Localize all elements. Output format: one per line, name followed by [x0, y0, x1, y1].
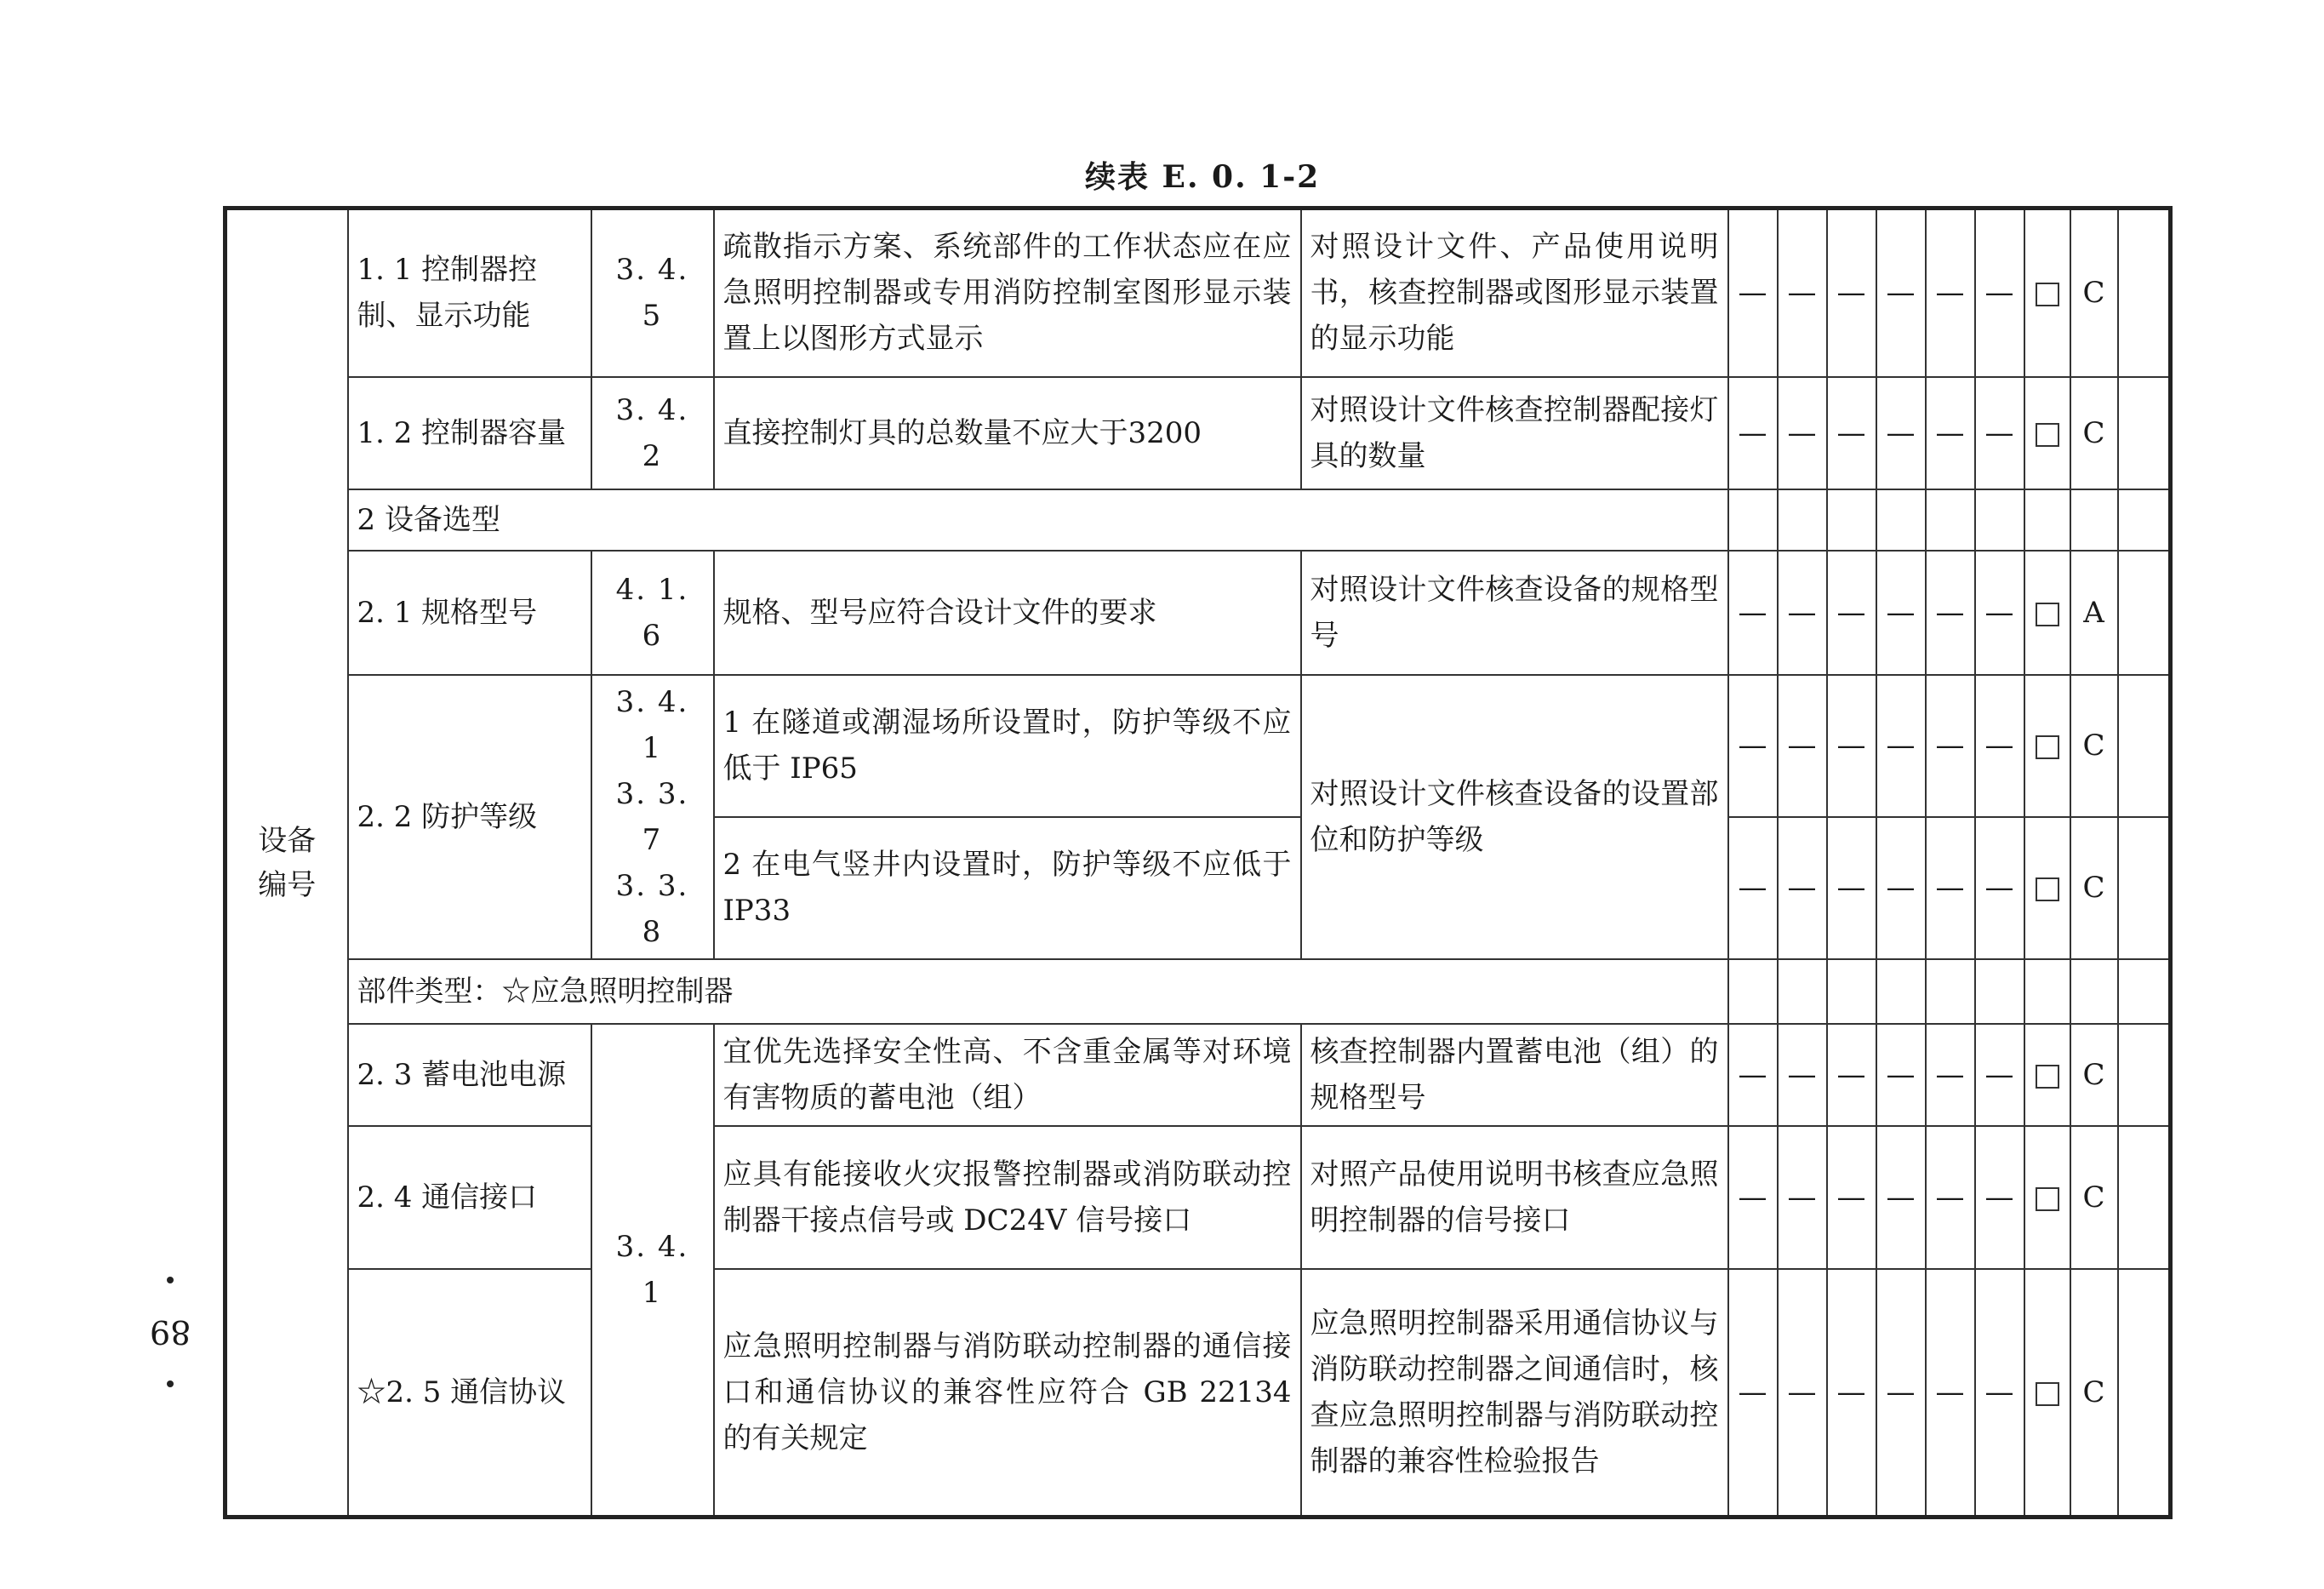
blank-mark: — [1926, 675, 1975, 817]
checkbox-cell[interactable] [2024, 377, 2070, 489]
level-cell: C [2070, 675, 2118, 817]
empty-cell [2070, 959, 2118, 1024]
empty-cell [1728, 489, 1778, 551]
method-cell: 核查控制器内置蓄电池（组）的规格型号 [1301, 1024, 1728, 1126]
empty-cell [1728, 959, 1778, 1024]
blank-mark: — [1728, 377, 1778, 489]
blank-mark: — [1728, 209, 1778, 377]
blank-mark: — [1975, 377, 2024, 489]
clause-cell: 3. 4. 1 [591, 1024, 714, 1518]
table-row [226, 1269, 2171, 1518]
level-cell: A [2070, 551, 2118, 675]
blank-mark: — [1778, 551, 1827, 675]
checkbox[interactable] [2036, 603, 2059, 626]
blank-mark: — [1827, 551, 1876, 675]
item-cell: 2. 3 蓄电池电源 [348, 1024, 591, 1126]
table-row [226, 1024, 2171, 1126]
blank-mark: — [1778, 1126, 1827, 1269]
blank-mark: — [1778, 675, 1827, 817]
clause-cell: 3. 4. 1 3. 3. 7 3. 3. 8 [591, 675, 714, 959]
blank-mark: — [1975, 675, 2024, 817]
empty-cell [2118, 1126, 2171, 1269]
empty-cell [1827, 959, 1876, 1024]
checkbox[interactable] [2036, 735, 2059, 759]
empty-cell [1926, 489, 1975, 551]
empty-cell [1876, 489, 1926, 551]
blank-mark: — [1926, 817, 1975, 959]
item-cell: 1. 2 控制器容量 [348, 377, 591, 489]
method-cell: 对照设计文件、产品使用说明书，核查控制器或图形显示装置的显示功能 [1301, 209, 1728, 377]
empty-cell [2118, 377, 2171, 489]
checkbox[interactable] [2036, 423, 2059, 447]
blank-mark: — [1876, 551, 1926, 675]
table-row [226, 377, 2171, 489]
blank-mark: — [1728, 1269, 1778, 1518]
requirement-cell: 疏散指示方案、系统部件的工作状态应在应急照明控制器或专用消防控制室图形显示装置上以图形方式显示 [714, 209, 1301, 377]
item-cell: 2. 2 防护等级 [348, 675, 591, 959]
blank-mark: — [1876, 817, 1926, 959]
blank-mark: — [1827, 1269, 1876, 1518]
empty-cell [2118, 489, 2171, 551]
checkbox-cell[interactable] [2024, 817, 2070, 959]
bullet-dot [167, 1277, 174, 1283]
blank-mark: — [1975, 1024, 2024, 1126]
empty-cell [1827, 489, 1876, 551]
table-caption: 续表 E. 0. 1-2 [1085, 159, 1321, 195]
bullet-dot [167, 1380, 174, 1387]
blank-mark: — [1926, 551, 1975, 675]
requirement-cell: 1 在隧道或潮湿场所设置时，防护等级不应低于 IP65 [714, 675, 1301, 817]
blank-mark: — [1728, 675, 1778, 817]
method-cell: 对照产品使用说明书核查应急照明控制器的信号接口 [1301, 1126, 1728, 1269]
level-cell: C [2070, 1024, 2118, 1126]
level-cell: C [2070, 817, 2118, 959]
checkbox-cell[interactable] [2024, 551, 2070, 675]
clause-cell: 3. 4. 2 [591, 377, 714, 489]
checkbox-cell[interactable] [2024, 1269, 2070, 1518]
method-cell: 对照设计文件核查设备的设置部位和防护等级 [1301, 675, 1728, 959]
level-cell: C [2070, 1126, 2118, 1269]
empty-cell [2070, 489, 2118, 551]
table-row [226, 209, 2171, 377]
checkbox-cell[interactable] [2024, 209, 2070, 377]
blank-mark: — [1827, 817, 1876, 959]
blank-mark: — [1778, 377, 1827, 489]
section-header: 部件类型：☆应急照明控制器 [348, 959, 1728, 1024]
checkbox[interactable] [2036, 1382, 2059, 1406]
blank-mark: — [1975, 551, 2024, 675]
blank-mark: — [1975, 209, 2024, 377]
level-cell: C [2070, 209, 2118, 377]
table-row [226, 675, 2171, 817]
blank-mark: — [1876, 1024, 1926, 1126]
blank-mark: — [1975, 1126, 2024, 1269]
blank-mark: — [1827, 377, 1876, 489]
empty-cell [2118, 209, 2171, 377]
table-row [226, 489, 2171, 551]
empty-cell [2118, 551, 2171, 675]
blank-mark: — [1975, 1269, 2024, 1518]
method-cell: 应急照明控制器采用通信协议与消防联动控制器之间通信时，核查应急照明控制器与消防联动控制器的兼容性检验报告 [1301, 1269, 1728, 1518]
requirement-cell: 应急照明控制器与消防联动控制器的通信接口和通信协议的兼容性应符合 GB 22134 的有关规定 [714, 1269, 1301, 1518]
blank-mark: — [1876, 377, 1926, 489]
requirement-cell: 2 在电气竖井内设置时，防护等级不应低于 IP33 [714, 817, 1301, 959]
blank-mark: — [1778, 1024, 1827, 1126]
blank-mark: — [1926, 1024, 1975, 1126]
level-cell: C [2070, 377, 2118, 489]
blank-mark: — [1728, 1126, 1778, 1269]
checkbox[interactable] [2036, 283, 2059, 306]
blank-mark: — [1728, 1024, 1778, 1126]
checkbox[interactable] [2036, 877, 2059, 901]
table-row [226, 959, 2171, 1024]
blank-mark: — [1827, 1126, 1876, 1269]
page-number-text: 89 [149, 1313, 191, 1351]
empty-cell [1926, 959, 1975, 1024]
checkbox[interactable] [2036, 1065, 2059, 1089]
blank-mark: — [1728, 551, 1778, 675]
empty-cell [1876, 959, 1926, 1024]
level-cell: C [2070, 1269, 2118, 1518]
empty-cell [2118, 1269, 2171, 1518]
blank-mark: — [1926, 209, 1975, 377]
requirement-cell: 宜优先选择安全性高、不含重金属等对环境有害物质的蓄电池（组） [714, 1024, 1301, 1126]
page-number [145, 1277, 196, 1387]
blank-mark: — [1876, 675, 1926, 817]
table-row [226, 1126, 2171, 1269]
blank-mark: — [1728, 817, 1778, 959]
blank-mark: — [1876, 209, 1926, 377]
clause-cell: 3. 4. 5 [591, 209, 714, 377]
empty-cell [2118, 1024, 2171, 1126]
blank-mark: — [1827, 675, 1876, 817]
blank-mark: — [1778, 1269, 1827, 1518]
empty-cell [1778, 489, 1827, 551]
blank-mark: — [1876, 1269, 1926, 1518]
table-row [226, 551, 2171, 675]
requirement-cell: 应具有能接收火灾报警控制器或消防联动控制器干接点信号或 DC24V 信号接口 [714, 1126, 1301, 1269]
blank-mark: — [1778, 817, 1827, 959]
blank-mark: — [1827, 209, 1876, 377]
empty-cell [2118, 675, 2171, 817]
blank-mark: — [1975, 817, 2024, 959]
method-cell: 对照设计文件核查控制器配接灯具的数量 [1301, 377, 1728, 489]
blank-mark: — [1926, 1269, 1975, 1518]
requirement-cell: 规格、型号应符合设计文件的要求 [714, 551, 1301, 675]
empty-cell [2024, 489, 2070, 551]
requirement-cell: 直接控制灯具的总数量不应大于3200 [714, 377, 1301, 489]
empty-cell [2024, 959, 2070, 1024]
checkbox-cell[interactable] [2024, 675, 2070, 817]
clause-cell: 4. 1. 6 [591, 551, 714, 675]
empty-cell [2118, 817, 2171, 959]
section-header: 2 设备选型 [348, 489, 1728, 551]
blank-mark: — [1926, 1126, 1975, 1269]
blank-mark: — [1827, 1024, 1876, 1126]
empty-cell [1975, 489, 2024, 551]
blank-mark: — [1876, 1126, 1926, 1269]
checkbox-cell[interactable] [2024, 1024, 2070, 1126]
item-cell: ☆2. 5 通信协议 [348, 1269, 591, 1518]
empty-cell [1975, 959, 2024, 1024]
empty-cell [2118, 959, 2171, 1024]
side-label: 设备 编号 [226, 209, 348, 1518]
blank-mark: — [1778, 209, 1827, 377]
empty-cell [1778, 959, 1827, 1024]
item-cell: 2. 1 规格型号 [348, 551, 591, 675]
item-cell: 1. 1 控制器控制、显示功能 [348, 209, 591, 377]
method-cell: 对照设计文件核查设备的规格型号 [1301, 551, 1728, 675]
checkbox-cell[interactable] [2024, 1126, 2070, 1269]
blank-mark: — [1926, 377, 1975, 489]
checkbox[interactable] [2036, 1187, 2059, 1211]
item-cell: 2. 4 通信接口 [348, 1126, 591, 1269]
inspection-table [223, 206, 2173, 1519]
